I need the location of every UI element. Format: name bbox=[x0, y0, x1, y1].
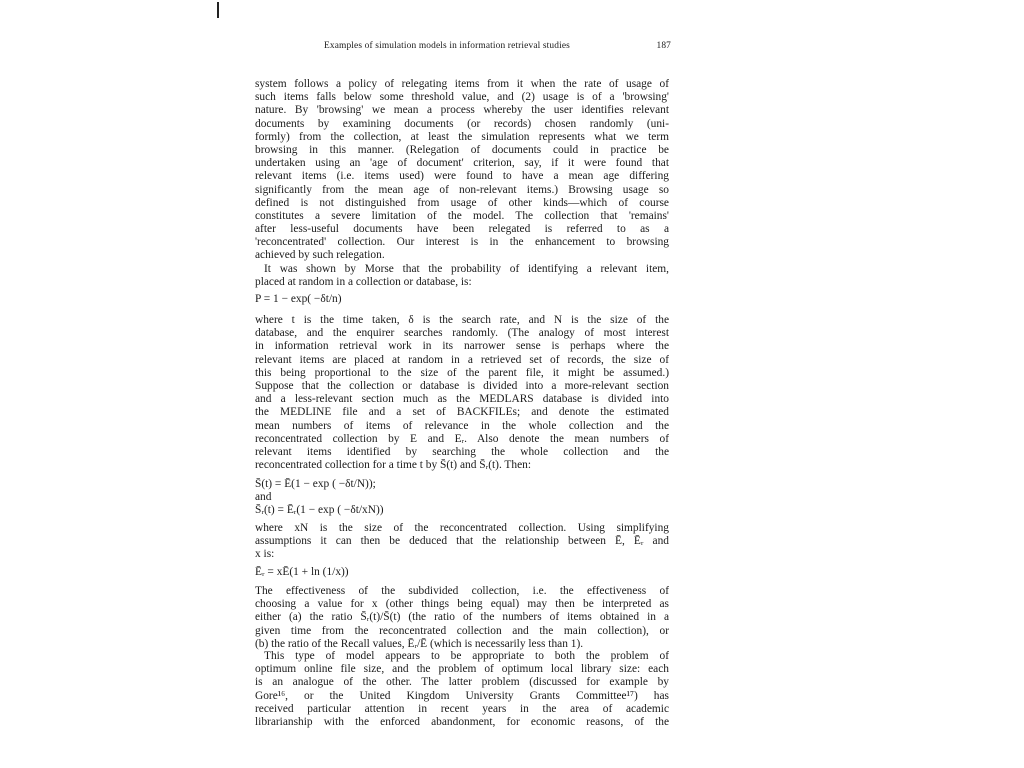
paragraph-6 bbox=[255, 650, 669, 729]
text-line: undertaken using an 'age of document' criterion, say, if it were found that bbox=[255, 157, 669, 170]
text-line: significantly from the mean age of non-relevant items.) Browsing usage so bbox=[255, 183, 669, 196]
text-line: is an analogue of the other. The latter problem (discussed for example by bbox=[255, 676, 669, 689]
text-line: this being proportional to the size of the parent file, it might be assumed.) bbox=[255, 366, 669, 379]
running-title: Examples of simulation models in information retrieval studies bbox=[324, 41, 570, 51]
text-line: librarianship with the enforced abandonment, for economic reasons, of the bbox=[255, 715, 669, 728]
text-line: constitutes a severe limitation of the model. The collection that 'remains' bbox=[255, 209, 669, 222]
text-line: relevant items are placed at random in a retrieved set of records, the size of bbox=[255, 353, 669, 366]
text-line: mean numbers of items of relevance in the whole collection and the bbox=[255, 419, 669, 432]
text-line: database, and the enquirer searches randomly. (The analogy of most interest bbox=[255, 327, 669, 340]
paragraph-5 bbox=[255, 585, 669, 651]
page-number: 187 bbox=[656, 41, 671, 51]
text-line: choosing a value for x (other things being equal) may then be interpreted as bbox=[255, 598, 669, 611]
text-line: defined is not distinguished from usage of other kinds—which of course bbox=[255, 196, 669, 209]
text-line: and a less-relevant section much as the MEDLARS database is divided into bbox=[255, 393, 669, 406]
text-line: reconcentrated collection for a time t by S̄(t) and S̄ᵣ(t). Then: bbox=[255, 459, 532, 472]
text-line: where xN is the size of the reconcentrated collection. Using simplifying bbox=[255, 522, 669, 534]
text-line: nature. By 'browsing' we mean a process whereby the user identifies relevant bbox=[255, 104, 669, 117]
text-line: in information retrieval work in its narrower sense is perhaps where the bbox=[255, 340, 669, 353]
text-line: such items falls below some threshold value, and (2) usage is of a 'browsing' bbox=[255, 91, 669, 104]
text-line: achieved by such relegation. bbox=[255, 249, 385, 262]
text-line: Gore¹⁶, or the United Kingdom University Grants Committee¹⁷) has bbox=[255, 689, 669, 702]
text-line: The effectiveness of the subdivided collection, i.e. the effectiveness of bbox=[255, 585, 669, 597]
text-line: placed at random in a collection or database, is: bbox=[255, 276, 472, 289]
paragraph-1 bbox=[255, 78, 669, 263]
text-line: (b) the ratio of the Recall values, Ēᵣ/Ē (which is necessarily less than 1). bbox=[255, 637, 584, 650]
text-line: assumptions it can then be deduced that the relationship between Ē, Ēᵣ and bbox=[255, 535, 669, 548]
text-line: where t is the time taken, δ is the search rate, and N is the size of the bbox=[255, 314, 669, 326]
scan-artifact bbox=[217, 2, 219, 18]
text-line: after less-useful documents have been relegated is referred to as a bbox=[255, 223, 669, 236]
equation-and: and bbox=[255, 491, 272, 503]
text-line: optimum online file size, and the problem of optimum local library size: each bbox=[255, 663, 669, 676]
equation-relationship: Ēᵣ = xĒ(1 + ln (1/x)) bbox=[255, 566, 349, 578]
equation-probability: P = 1 − exp( −δt/n) bbox=[255, 293, 342, 305]
running-header bbox=[324, 41, 671, 51]
text-line: Suppose that the collection or database is divided into a more-relevant section bbox=[255, 379, 669, 392]
text-line: documents by examining documents (or records) chosen randomly (uni- bbox=[255, 117, 669, 130]
text-line: system follows a policy of relegating items from it when the rate of usage of bbox=[255, 78, 669, 90]
paragraph-2 bbox=[255, 263, 669, 289]
text-line: received particular attention in recent years in the area of academic bbox=[255, 702, 669, 715]
text-line: reconcentrated collection by E and Eᵣ. Also denote the mean numbers of bbox=[255, 432, 669, 445]
text-line: browsing in this manner. (Relegation of documents could in practice be bbox=[255, 143, 669, 156]
equation-whole-collection: S̄(t) = Ē(1 − exp ( −δt/N)); bbox=[255, 478, 376, 490]
text-line: 'reconcentrated' collection. Our interest is in the enhancement to browsing bbox=[255, 236, 669, 249]
paragraph-3 bbox=[255, 314, 669, 472]
text-line: relevant items (i.e. items used) were found to have a mean age differing bbox=[255, 170, 669, 183]
text-line: It was shown by Morse that the probability of identifying a relevant item, bbox=[264, 263, 669, 275]
text-line: This type of model appears to be appropriate to both the problem of bbox=[264, 650, 669, 662]
text-line: relevant items identified by searching the whole collection and the bbox=[255, 445, 669, 458]
text-line: the MEDLINE file and a set of BACKFILEs; and denote the estimated bbox=[255, 406, 669, 419]
text-line: formly) from the collection, at least the simulation represents what we term bbox=[255, 130, 669, 143]
equation-reconcentrated: S̄ᵣ(t) = Ēᵣ(1 − exp ( −δt/xN)) bbox=[255, 504, 384, 516]
text-line: given time from the reconcentrated collection and the main collection), or bbox=[255, 624, 669, 637]
paragraph-4 bbox=[255, 522, 669, 562]
text-line: either (a) the ratio S̄ᵣ(t)/S̄(t) (the ratio of the numbers of items obtained in a bbox=[255, 611, 669, 624]
text-line: x is: bbox=[255, 548, 275, 561]
